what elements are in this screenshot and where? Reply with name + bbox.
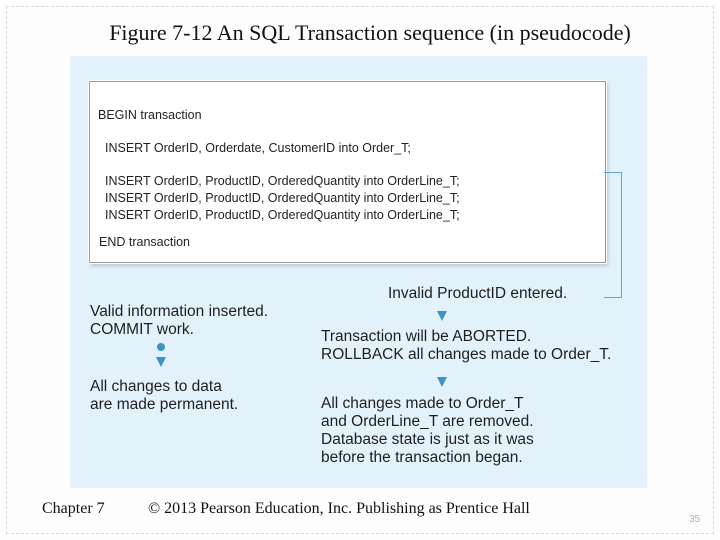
code-line-end: END transaction (99, 235, 191, 249)
commit-condition-line-2: COMMIT work. (90, 321, 194, 338)
abort-condition: Invalid ProductID entered. (388, 285, 568, 302)
code-line-insert-orderline-1: INSERT OrderID, ProductID, OrderedQuantity into OrderLine_T; (105, 174, 460, 188)
pseudocode-box (89, 81, 606, 263)
code-line-begin: BEGIN transaction (98, 108, 202, 122)
page-number: 35 (689, 514, 701, 525)
rollback-result-line-1: All changes made to Order_T (321, 395, 524, 412)
commit-arrow (156, 357, 166, 367)
commit-result-line-1: All changes to data (90, 378, 222, 395)
abort-arrow-1 (437, 311, 447, 321)
branch-dot (157, 343, 165, 351)
footer-copyright: © 2013 Pearson Education, Inc. Publishing as Prentice Hall (148, 500, 530, 517)
footer-chapter: Chapter 7 (42, 500, 105, 517)
rollback-result-line-4: before the transaction began. (321, 449, 523, 466)
commit-condition-line-1: Valid information inserted. (90, 303, 269, 320)
code-line-insert-orderline-3: INSERT OrderID, ProductID, OrderedQuantity into OrderLine_T; (105, 208, 460, 222)
slide-title: Figure 7-12 An SQL Transaction sequence (in pseudocode) (109, 20, 631, 45)
abort-connector (604, 172, 622, 298)
abort-arrow-2 (437, 377, 447, 387)
code-line-insert-orderline-2: INSERT OrderID, ProductID, OrderedQuantity into OrderLine_T; (105, 191, 460, 205)
abort-action-line-2: ROLLBACK all changes made to Order_T. (321, 346, 612, 363)
commit-result-line-2: are made permanent. (90, 396, 239, 413)
code-line-insert-order: INSERT OrderID, Orderdate, CustomerID into Order_T; (105, 141, 411, 155)
rollback-result-line-2: and OrderLine_T are removed. (321, 413, 534, 430)
transaction-figure (70, 56, 647, 488)
abort-action-line-1: Transaction will be ABORTED. (321, 328, 532, 345)
rollback-result-line-3: Database state is just as it was (321, 431, 534, 448)
